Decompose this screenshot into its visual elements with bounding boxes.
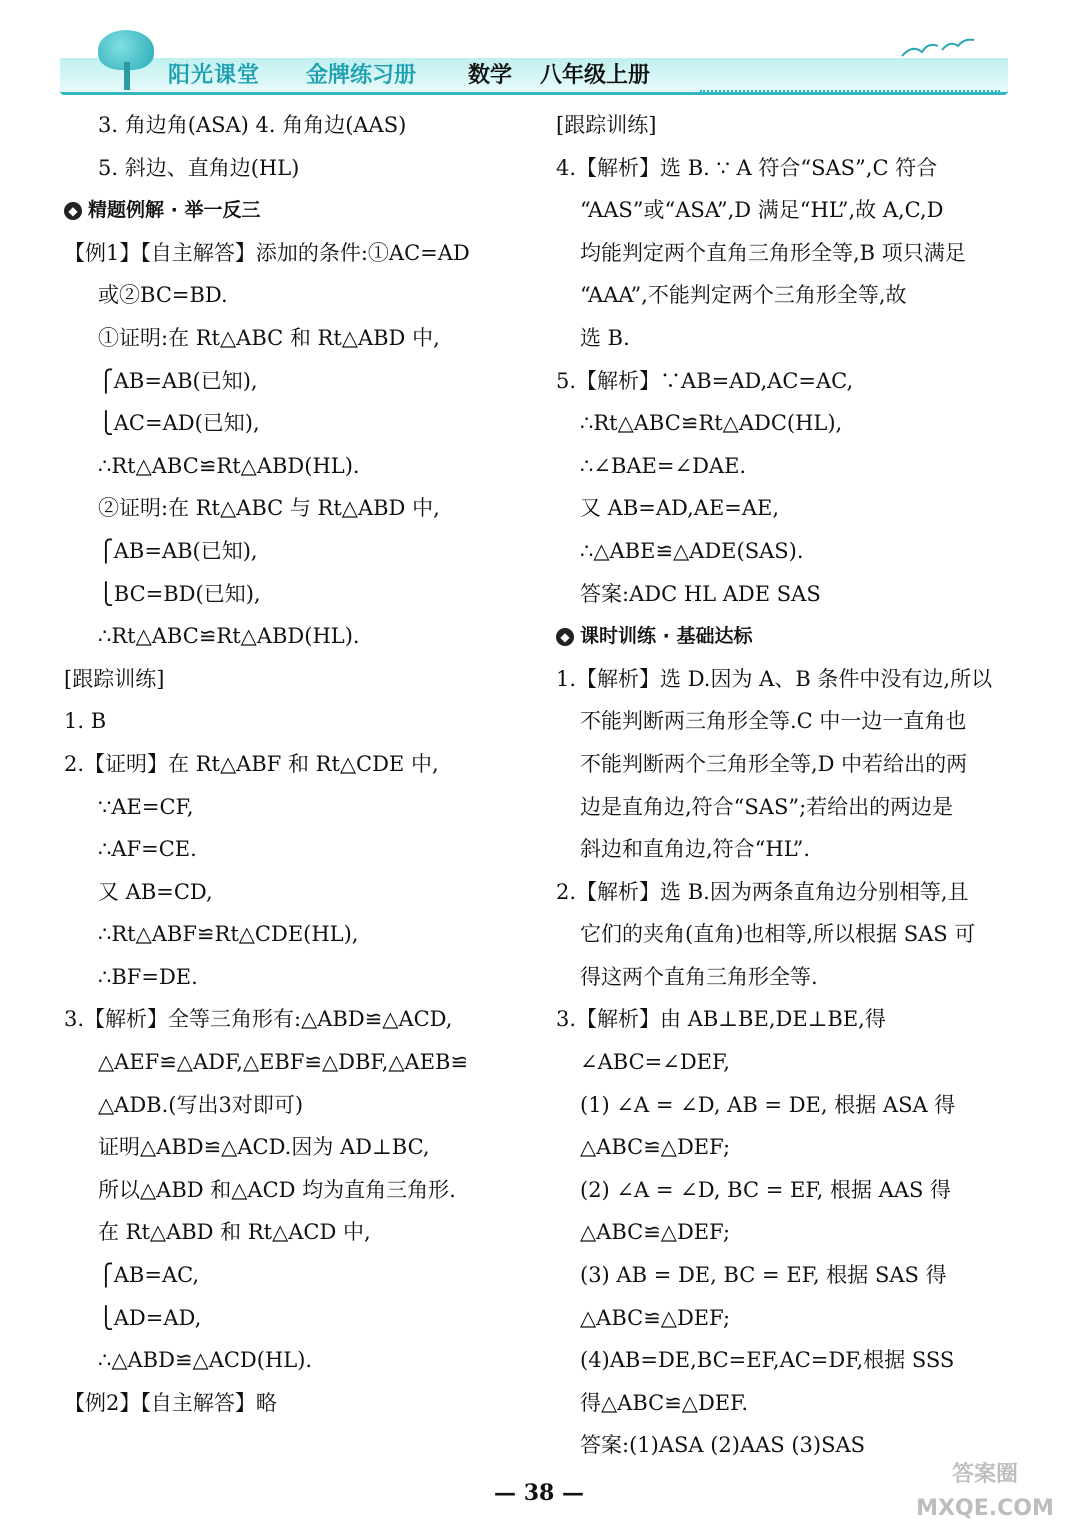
line-text: ∠ABC=∠DEF, [580,1050,730,1075]
text-line [64,445,534,488]
line-text: 所以△ABD 和△ACD 均为直角三角形. [98,1177,456,1202]
tree-trunk-icon [124,62,130,90]
line-text: ∴△ABE≌△ADE(SAS). [580,538,804,563]
watermark: 答案圈 MXQE.COM [916,1462,1054,1521]
text-line [64,274,534,317]
line-text: ⎧AB=AC, [98,1263,200,1288]
text-line [64,913,534,956]
line-text: △ADB.(写出3对即可) [98,1092,304,1117]
line-text: [跟踪训练] [556,113,657,137]
text-line [556,786,1016,829]
text-line [556,700,1016,743]
section-heading [64,189,534,232]
line-text: ∴Rt△ABC≌Rt△ABD(HL). [98,453,360,478]
line-text: 斜边和直角边,符合“HL”. [580,837,811,862]
text-line [556,1126,1016,1169]
text-line [64,1169,534,1212]
text-line [64,530,534,573]
line-text: (3) AB = DE, BC = EF, 根据 SAS 得 [580,1263,947,1288]
line-text: 答案:ADC HL ADE SAS [580,581,821,606]
text-line [556,1297,1016,1340]
line-text: 1.【解析】选 D.因为 A、B 条件中没有边,所以 [556,666,993,691]
text-line [64,487,534,530]
text-line [556,828,1016,871]
text-line [556,274,1016,317]
text-line [556,487,1016,530]
text-line [556,402,1016,445]
line-text: 或②BC=BD. [98,283,228,308]
line-text: (4)AB=DE,BC=EF,AC=DF,根据 SSS [580,1348,955,1373]
section-bullet-icon: ◆ [64,202,82,220]
grade-title: 八年级上册 [540,62,651,88]
line-text: 它们的夹角(直角)也相等,所以根据 SAS 可 [580,922,976,947]
series-title: 金牌练习册 [306,62,417,88]
text-line [556,147,1016,190]
text-line [64,573,534,616]
text-line [556,104,1016,147]
text-line [64,1339,534,1382]
line-text: 不能判断两个三角形全等,D 中若给出的两 [580,751,968,776]
section-bullet-icon: ◆ [556,628,574,646]
line-text: ⎧AB=AB(已知), [98,538,258,563]
text-line [556,445,1016,488]
right-column [556,104,1016,1467]
text-line [556,1169,1016,1212]
line-text: 均能判定两个直角三角形全等,B 项只满足 [580,240,966,265]
text-line [64,317,534,360]
line-text: ∵AE=CF, [98,794,194,819]
line-text: ①证明:在 Rt△ABC 和 Rt△ABD 中, [98,325,440,350]
line-text: △ABC≌△DEF; [580,1220,731,1245]
line-text: “AAS”或“ASA”,D 满足“HL”,故 A,C,D [580,198,944,223]
text-line [64,1382,534,1425]
text-line [64,1084,534,1127]
line-text: ∴Rt△ABF≌Rt△CDE(HL), [98,922,359,947]
line-text: “AAA”,不能判定两个三角形全等,故 [580,283,907,308]
text-line [556,1041,1016,1084]
page-number: — 38 — [494,1480,584,1506]
line-text: 3.【解析】由 AB⊥BE,DE⊥BE,得 [556,1007,886,1032]
text-line [64,743,534,786]
birds-icon [898,34,978,64]
line-text: 课时训练 · 基础达标 [580,625,753,648]
header-dotted-line [700,90,1000,92]
line-text: 2.【证明】在 Rt△ABF 和 Rt△CDE 中, [64,751,439,776]
text-line [556,189,1016,232]
text-line [64,700,534,743]
text-line [64,1297,534,1340]
line-text: (2) ∠A = ∠D, BC = EF, 根据 AAS 得 [580,1177,952,1202]
line-text: 5. 斜边、直角边(HL) [98,155,300,180]
line-text: ⎩AC=AD(已知), [98,411,260,436]
line-text: 4.【解析】选 B. ∵ A 符合“SAS”,C 符合 [556,155,938,180]
text-line [556,658,1016,701]
text-line [556,1211,1016,1254]
line-text: 【例1】【自主解答】添加的条件:①AC=AD [64,240,470,265]
subject-title: 数学 [468,62,513,88]
text-line [556,317,1016,360]
text-line [64,1041,534,1084]
text-line [64,147,534,190]
text-line [64,232,534,275]
text-line [64,956,534,999]
text-line [556,232,1016,275]
line-text: ∴AF=CE. [98,837,197,862]
line-text: 3.【解析】全等三角形有:△ABD≌△ACD, [64,1007,453,1032]
line-text: 又 AB=AD,AE=AE, [580,496,780,521]
text-line [64,658,534,701]
text-line [64,1211,534,1254]
line-text: 在 Rt△ABD 和 Rt△ACD 中, [98,1220,371,1245]
line-text: 又 AB=CD, [98,879,213,904]
text-line [556,956,1016,999]
section-heading [556,615,1016,658]
text-line [64,1126,534,1169]
line-text: 不能判断两三角形全等.C 中一边一直角也 [580,709,967,734]
line-text: 3. 角边角(ASA) 4. 角角边(AAS) [98,113,407,137]
line-text: 证明△ABD≌△ACD.因为 AD⊥BC, [98,1135,430,1160]
line-text: ∴BF=DE. [98,964,198,989]
text-line [556,360,1016,403]
text-line [64,360,534,403]
line-text: 得这两个直角三角形全等. [580,964,818,989]
text-line [556,573,1016,616]
line-text: 得△ABC≌△DEF. [580,1390,749,1415]
text-line [64,786,534,829]
text-line [64,828,534,871]
line-text: 2.【解析】选 B.因为两条直角边分别相等,且 [556,879,969,904]
page-header [0,0,1078,100]
line-text: 【例2】【自主解答】略 [64,1390,277,1415]
line-text: 边是直角边,符合“SAS”;若给出的两边是 [580,794,954,819]
text-line [556,1084,1016,1127]
line-text: 1. B [64,709,107,734]
text-line [556,871,1016,914]
line-text: ∴Rt△ABC≌Rt△ADC(HL), [580,411,843,436]
line-text: ⎩BC=BD(已知), [98,581,261,606]
text-line [556,913,1016,956]
line-text: ∴△ABD≌△ACD(HL). [98,1348,313,1373]
line-text: ⎧AB=AB(已知), [98,368,258,393]
line-text: △AEF≌△ADF,△EBF≌△DBF,△AEB≌ [98,1050,469,1075]
line-text: 精题例解 · 举一反三 [88,199,261,222]
line-text: ⎩AD=AD, [98,1305,202,1330]
line-text: ②证明:在 Rt△ABC 与 Rt△ABD 中, [98,496,440,521]
line-text: ∴Rt△ABC≌Rt△ABD(HL). [98,624,360,649]
line-text: [跟踪训练] [64,666,165,691]
text-line [64,998,534,1041]
line-text: △ABC≌△DEF; [580,1135,731,1160]
line-text: 选 B. [580,325,630,350]
text-line [64,615,534,658]
line-text: (1) ∠A = ∠D, AB = DE, 根据 ASA 得 [580,1092,956,1117]
text-line [556,530,1016,573]
line-text: △ABC≌△DEF; [580,1305,731,1330]
text-line [556,1382,1016,1425]
line-text: ∴∠BAE=∠DAE. [580,453,747,478]
text-line [556,743,1016,786]
text-line [64,402,534,445]
line-text: 5.【解析】∵AB=AD,AC=AC, [556,368,854,393]
text-line [556,998,1016,1041]
text-line [556,1254,1016,1297]
line-text: 答案:(1)ASA (2)AAS (3)SAS [580,1433,866,1458]
left-column [64,104,534,1424]
text-line [64,871,534,914]
text-line [556,1339,1016,1382]
text-line [64,1254,534,1297]
text-line [64,104,534,147]
brand-title: 阳光课堂 [168,62,261,88]
